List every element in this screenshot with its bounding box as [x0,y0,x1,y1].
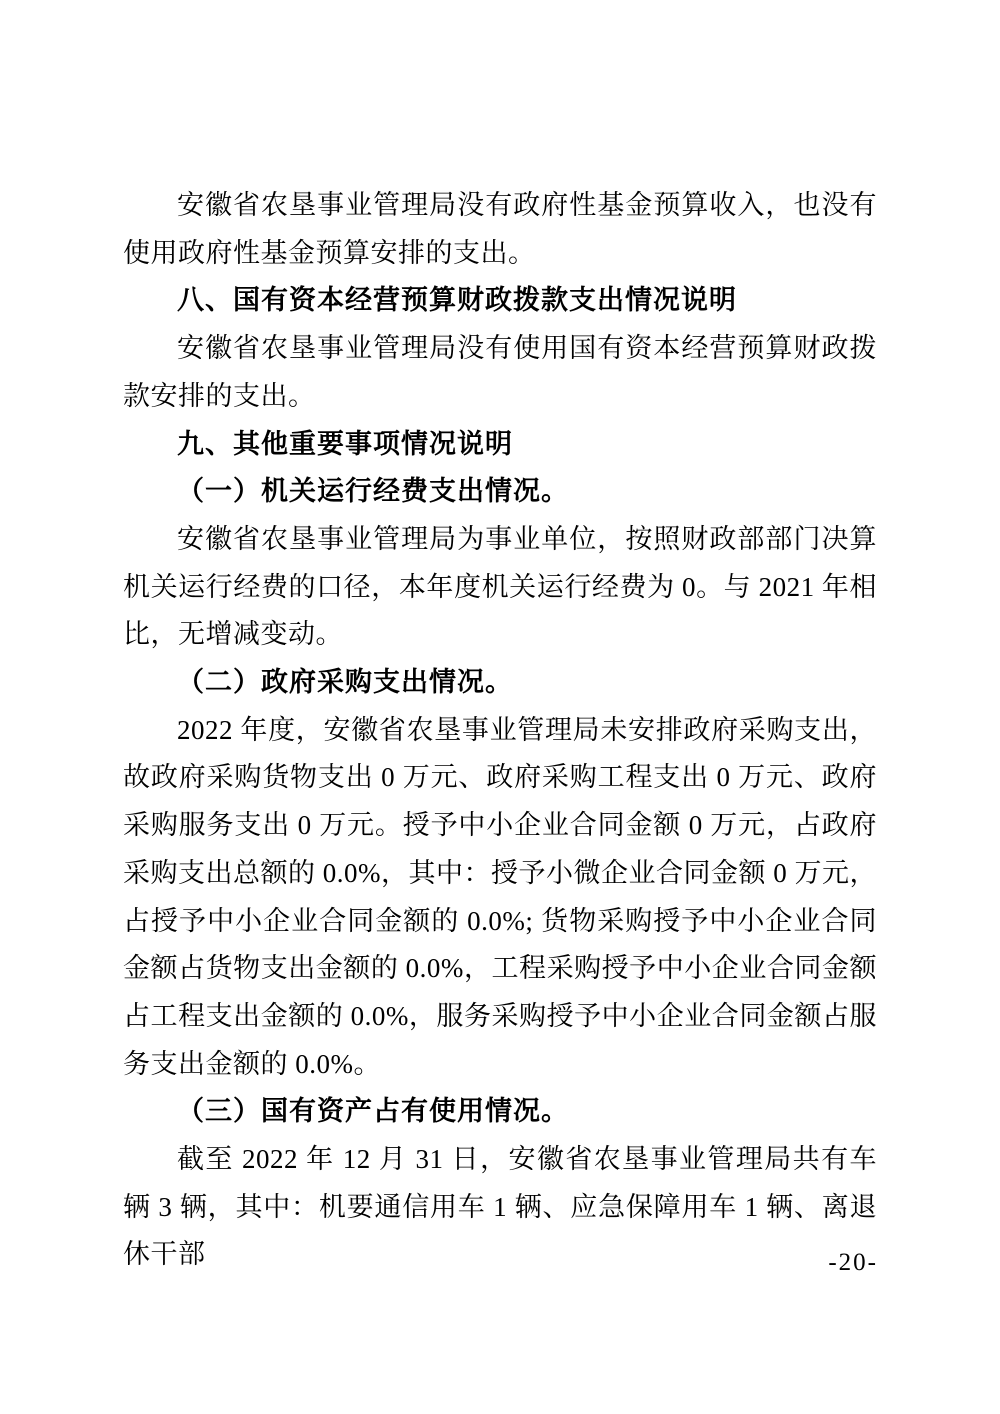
paragraph-gov-procurement: 2022 年度，安徽省农垦事业管理局未安排政府采购支出，故政府采购货物支出 0 万元、政府采购工程支出 0 万元、政府采购服务支出 0 万元。授予中小企业合同金额 0 万元，占政府采购支出总额的 0.0%，其中：授予小微企业合同金额 0 万元，占授予中小企业合同金额的 0.0%; 货物采购授予中小企业合同金额占货物支出金额的 0.0%，工程采购授予中小企业合同金额占工程支出金额的 0.0%，服务采购授予中小企业合同金额占服务支出金额的 0.0%。 [123,714,877,1079]
paragraph-gov-fund-budget: 安徽省农垦事业管理局没有政府性基金预算收入，也没有使用政府性基金预算安排的支出。 [123,190,877,268]
subsection-heading-3-state-assets: （三）国有资产占有使用情况。 [177,1096,569,1127]
paragraph-state-assets-vehicles: 截至 2022 年 12 月 31 日，安徽省农垦事业管理局共有车辆 3 辆，其中：机要通信用车 1 辆、应急保障用车 1 辆、离退休干部 [123,1144,877,1270]
paragraph-operating-expenses: 安徽省农垦事业管理局为事业单位，按照财政部部门决算机关运行经费的口径，本年度机关运行经费为 0。与 2021 年相比，无增减变动。 [123,523,877,650]
section-heading-8-state-capital-budget: 八、国有资本经营预算财政拨款支出情况说明 [177,285,737,316]
subsection-heading-2-gov-procurement: （二）政府采购支出情况。 [177,667,513,698]
subsection-heading-1-operating-expenses: （一）机关运行经费支出情况。 [177,476,569,507]
section-heading-9-other-important-matters: 九、其他重要事项情况说明 [177,428,513,459]
paragraph-state-capital-budget: 安徽省农垦事业管理局没有使用国有资本经营预算财政拨款安排的支出。 [123,333,877,411]
document-body [123,182,877,1279]
page-number: -20- [828,1249,878,1276]
